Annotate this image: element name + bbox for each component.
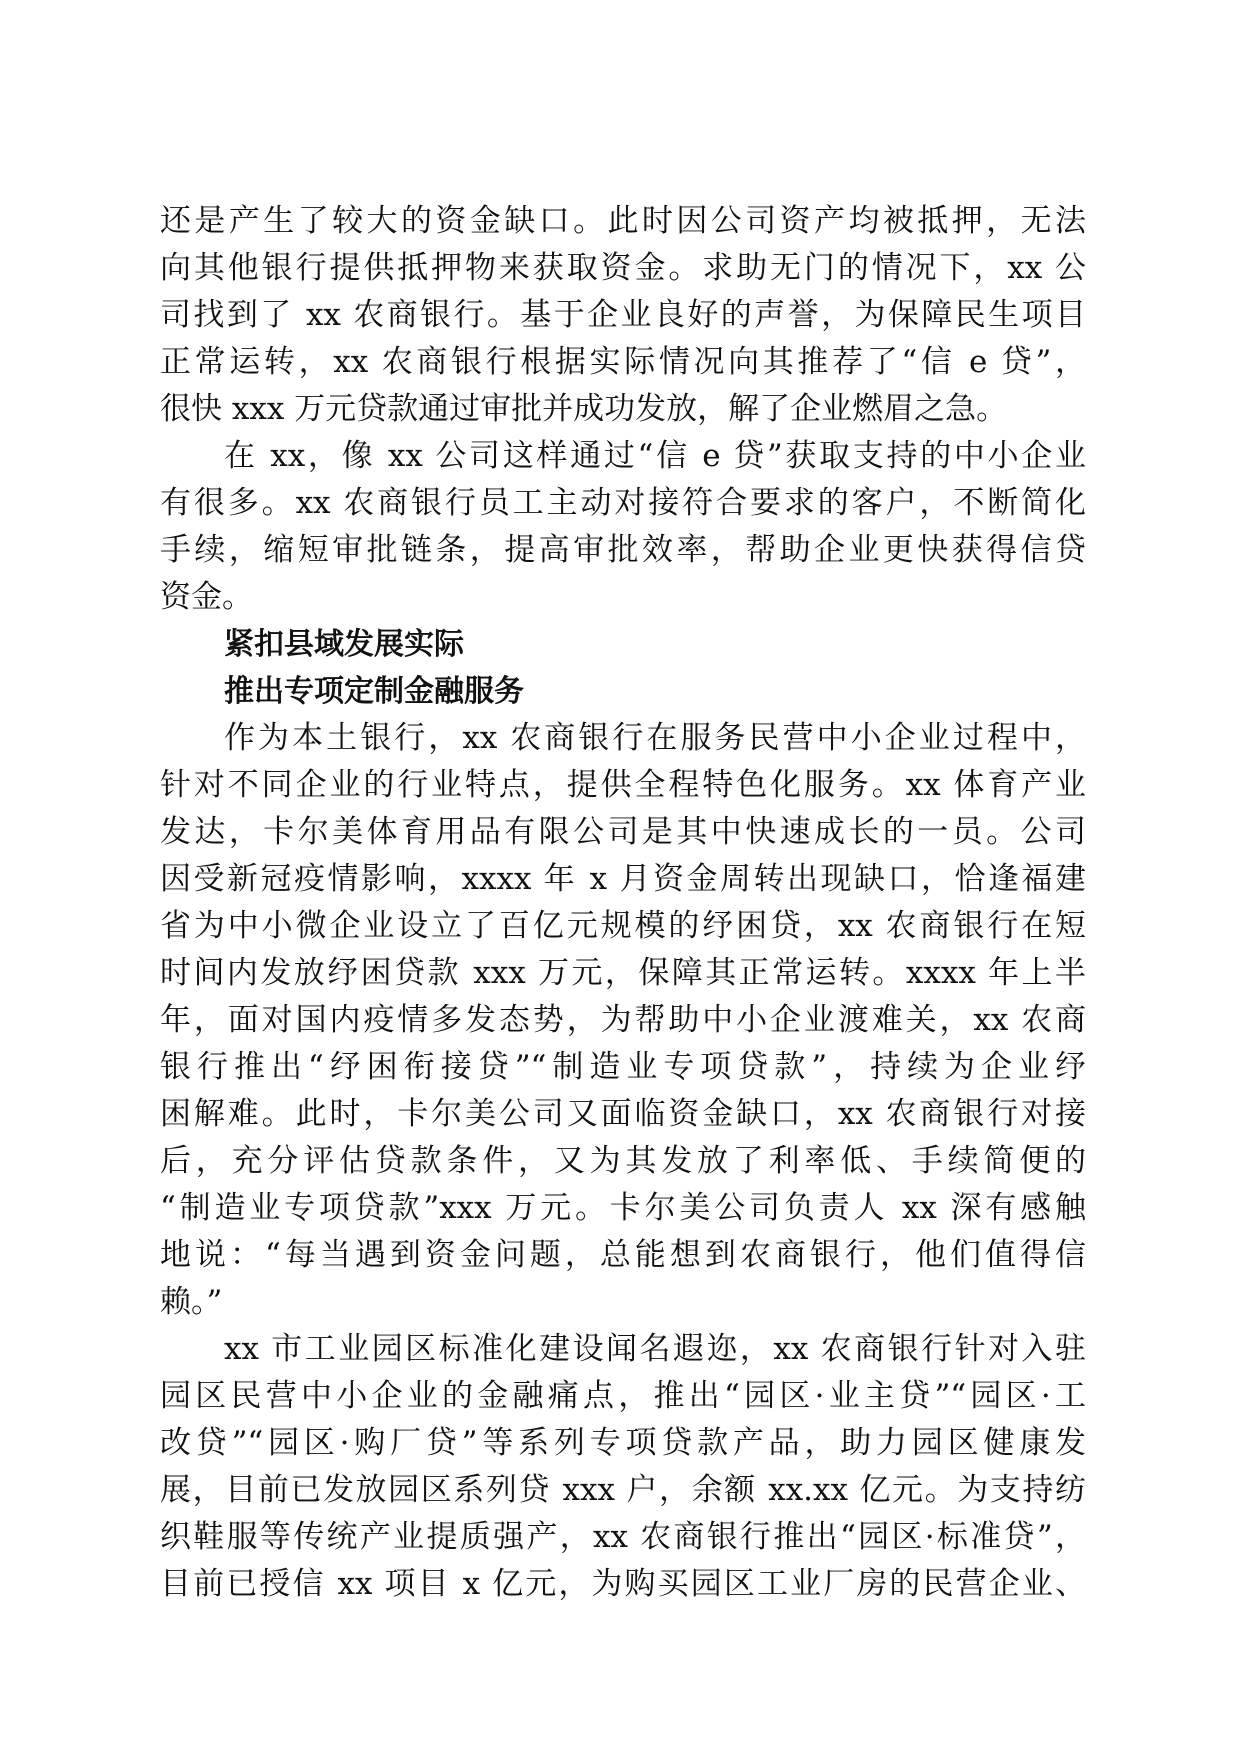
text-line: 困解难。此时，卡尔美公司又面临资金缺口，xx 农商银行对接 [160,1096,1086,1132]
text-line: “制造业专项贷款”xxx 万元。卡尔美公司负责人 xx 深有感触 [160,1190,1086,1226]
text-line: 目前已授信 xx 项目 x 亿元，为购买园区工业厂房的民营企业、 [160,1566,1086,1602]
paragraph-2 [160,433,1086,621]
paragraph-1 [160,198,1086,433]
text-line: 省为中小微企业设立了百亿元规模的纾困贷，xx 农商银行在短 [160,908,1086,944]
text-line: 时间内发放纾困贷款 xxx 万元，保障其正常运转。xxxx 年上半 [160,955,1086,991]
section-heading-line-1: 紧扣县域发展实际 [224,627,464,662]
text-line: 园区民营中小企业的金融痛点，推出“园区·业主贷”“园区·工 [160,1378,1086,1414]
text-line: 在 xx，像 xx 公司这样通过“信 e 贷”获取支持的中小企业 [224,438,1086,474]
text-line: 还是产生了较大的资金缺口。此时因公司资产均被抵押，无法 [160,203,1086,239]
text-line: 司找到了 xx 农商银行。基于企业良好的声誉，为保障民生项目 [160,297,1086,333]
text-line: 向其他银行提供抵押物来获取资金。求助无门的情况下，xx 公 [160,250,1086,286]
text-line: xx 市工业园区标准化建设闻名遐迩，xx 农商银行针对入驻 [224,1331,1086,1367]
text-line: 赖。” [160,1284,223,1320]
text-line: 发达，卡尔美体育用品有限公司是其中快速成长的一员。公司 [160,814,1086,850]
document-page [160,198,1086,1608]
paragraph-4 [160,1326,1086,1608]
text-line: 织鞋服等传统产业提质强产，xx 农商银行推出“园区·标准贷”， [160,1519,1086,1555]
paragraph-3 [160,715,1086,1326]
text-line: 针对不同企业的行业特点，提供全程特色化服务。xx 体育产业 [160,767,1086,803]
text-line: 因受新冠疫情影响，xxxx 年 x 月资金周转出现缺口，恰逢福建 [160,861,1086,897]
text-line: 年，面对国内疫情多发态势，为帮助中小企业渡难关，xx 农商 [160,1002,1086,1038]
text-line: 作为本土银行，xx 农商银行在服务民营中小企业过程中， [224,720,1086,756]
text-line: 很快 xxx 万元贷款通过审批并成功发放，解了企业燃眉之急。 [160,391,1008,427]
text-line: 有很多。xx 农商银行员工主动对接符合要求的客户，不断简化 [160,485,1086,521]
section-heading-line-2: 推出专项定制金融服务 [224,674,524,709]
text-line: 手续，缩短审批链条，提高审批效率，帮助企业更快获得信贷 [160,532,1086,568]
text-line: 资金。 [160,579,253,615]
text-line: 改贷”“园区·购厂贷”等系列专项贷款产品，助力园区健康发 [160,1425,1086,1461]
text-line: 正常运转，xx 农商银行根据实际情况向其推荐了“信 e 贷”， [160,344,1086,380]
text-line: 展，目前已发放园区系列贷 xxx 户，余额 xx.xx 亿元。为支持纺 [160,1472,1086,1508]
text-line: 银行推出“纾困衔接贷”“制造业专项贷款”，持续为企业纾 [160,1049,1086,1085]
text-line: 地说：“每当遇到资金问题，总能想到农商银行，他们值得信 [160,1237,1086,1273]
text-line: 后，充分评估贷款条件，又为其发放了利率低、手续简便的 [160,1143,1086,1179]
